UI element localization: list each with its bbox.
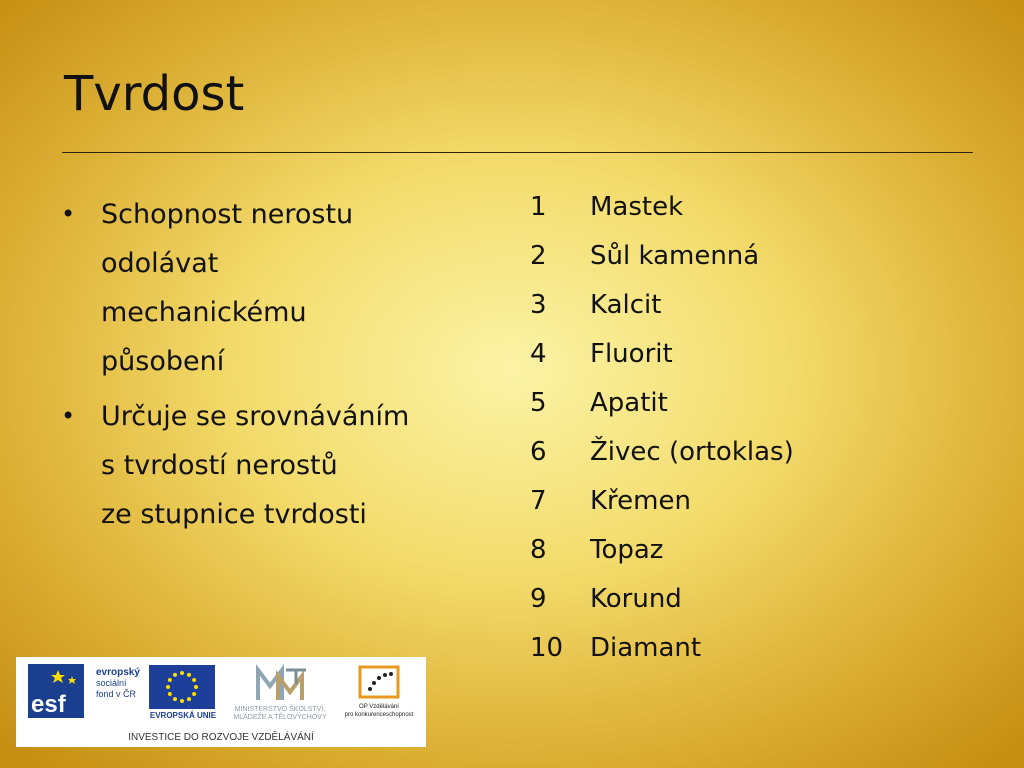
scale-row — [530, 525, 794, 574]
scale-number: 9 — [530, 583, 547, 614]
bullet-line: Určuje se srovnáváním — [101, 401, 410, 432]
scale-row — [530, 427, 794, 476]
esf-text-line: sociální — [96, 678, 127, 688]
scale-mineral: Mastek — [590, 191, 684, 222]
scale-row — [530, 280, 794, 329]
esf-text — [96, 667, 154, 700]
esf-text-line: evropský — [96, 667, 140, 678]
scale-mineral: Fluorit — [590, 338, 673, 369]
eu-star — [173, 697, 177, 701]
eu-star — [194, 685, 198, 689]
funding-logo-bar — [16, 657, 426, 747]
scale-mineral: Kalcit — [590, 289, 662, 320]
eu-star — [168, 692, 172, 696]
scale-mineral: Sůl kamenná — [590, 240, 760, 271]
slide-title: Tvrdost — [64, 66, 245, 122]
scale-number: 5 — [530, 387, 547, 418]
bullet-list — [58, 190, 498, 545]
op-label-line: OP Vzdělávání — [359, 704, 399, 710]
scale-mineral: Topaz — [590, 534, 664, 565]
hardness-scale-list — [530, 182, 794, 672]
op-label-line: pro konkurenceschopnost — [344, 712, 414, 718]
scale-mineral: Křemen — [590, 485, 691, 516]
scale-mineral: Korund — [590, 583, 682, 614]
eu-label: EVROPSKÁ UNIE — [149, 711, 217, 720]
bullet-line: s tvrdostí nerostů — [101, 450, 338, 481]
esf-logo — [28, 664, 84, 718]
scale-number: 10 — [530, 632, 564, 663]
title-divider — [62, 152, 973, 153]
eu-star — [180, 671, 184, 675]
scale-number: 7 — [530, 485, 547, 516]
esf-mark-text: esf — [31, 691, 66, 718]
scale-row — [530, 378, 794, 427]
scale-row — [530, 329, 794, 378]
scale-row — [530, 574, 794, 623]
scale-mineral: Živec (ortoklas) — [590, 436, 794, 467]
bullet-icon: • — [61, 402, 76, 430]
esf-text-line: fond v ČR — [96, 689, 137, 699]
scale-number: 4 — [530, 338, 547, 369]
bullet-item — [58, 392, 498, 539]
eu-star — [192, 692, 196, 696]
logo-caption: INVESTICE DO ROZVOJE VZDĚLÁVÁNÍ — [128, 732, 314, 743]
op-logo — [356, 663, 402, 701]
bullet-line: Schopnost nerostu — [101, 199, 354, 230]
bullet-item — [58, 190, 498, 386]
eu-star — [187, 697, 191, 701]
scale-number: 1 — [530, 191, 547, 222]
bullet-line: odolávat — [101, 248, 219, 279]
scale-number: 8 — [530, 534, 547, 565]
scale-number: 3 — [530, 289, 547, 320]
msmt-label: MINISTERSTVO ŠKOLSTVÍ, MLÁDEŽE A TĚLOVÝCHOVY — [233, 706, 327, 721]
eu-star — [166, 685, 170, 689]
msmt-logo — [252, 662, 312, 706]
scale-number: 6 — [530, 436, 547, 467]
bullet-line: působení — [101, 346, 225, 377]
scale-row — [530, 623, 794, 672]
scale-mineral: Apatit — [590, 387, 668, 418]
bullet-line: mechanickému — [101, 297, 307, 328]
eu-star — [187, 673, 191, 677]
scale-row — [530, 182, 794, 231]
scale-mineral: Diamant — [590, 632, 702, 663]
eu-star — [192, 678, 196, 682]
eu-star — [173, 673, 177, 677]
eu-star — [180, 699, 184, 703]
scale-row — [530, 476, 794, 525]
bullet-line: ze stupnice tvrdosti — [101, 499, 367, 530]
bullet-icon: • — [61, 200, 76, 228]
eu-flag-icon — [149, 665, 215, 709]
op-label — [338, 703, 420, 719]
scale-number: 2 — [530, 240, 547, 271]
scale-row — [530, 231, 794, 280]
eu-star — [168, 678, 172, 682]
